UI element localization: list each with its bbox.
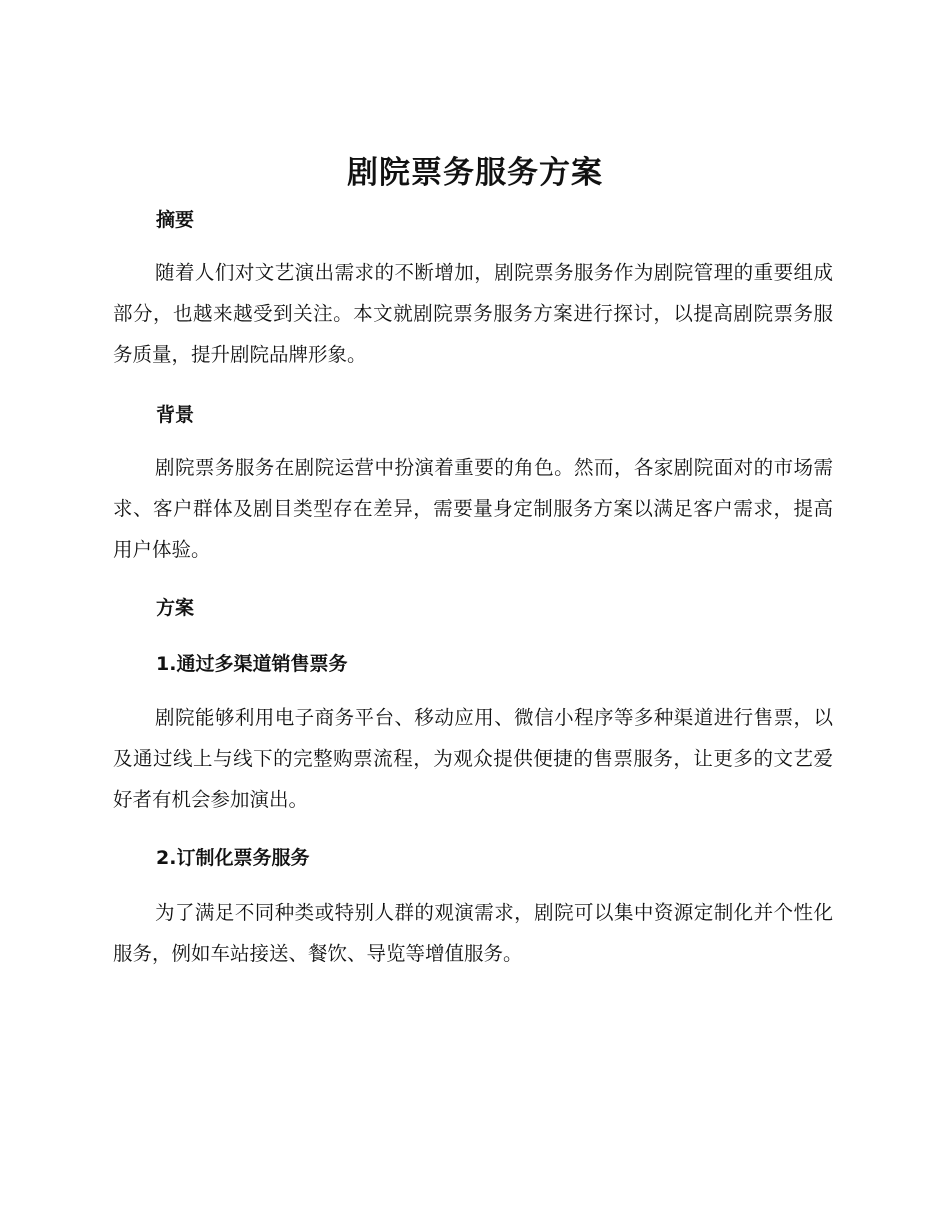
paragraph-abstract: 随着人们对文艺演出需求的不断增加，剧院票务服务作为剧院管理的重要组成部分，也越来越受到关注。本文就剧院票务服务方案进行探讨，以提高剧院票务服务质量，提升剧院品牌形象。	[113, 261, 833, 366]
subsection-heading-2: 2.订制化票务服务	[156, 847, 310, 869]
section-heading-background: 背景	[156, 404, 195, 426]
paragraph-plan-item-1: 剧院能够利用电子商务平台、移动应用、微信小程序等多种渠道进行售票，以及通过线上与线下的完整购票流程，为观众提供便捷的售票服务，让更多的文艺爱好者有机会参加演出。	[113, 706, 833, 811]
paragraph-background: 剧院票务服务在剧院运营中扮演着重要的角色。然而，各家剧院面对的市场需求、客户群体及剧目类型存在差异，需要量身定制服务方案以满足客户需求，提高用户体验。	[113, 456, 833, 561]
section-heading-abstract: 摘要	[156, 209, 195, 231]
section-heading-plan: 方案	[156, 597, 195, 619]
subsection-heading-1: 1.通过多渠道销售票务	[156, 653, 348, 675]
document-title: 剧院票务服务方案	[347, 155, 603, 191]
paragraph-plan-item-2: 为了满足不同种类或特别人群的观演需求，剧院可以集中资源定制化并个性化服务，例如车站接送、餐饮、导览等增值服务。	[113, 901, 833, 965]
